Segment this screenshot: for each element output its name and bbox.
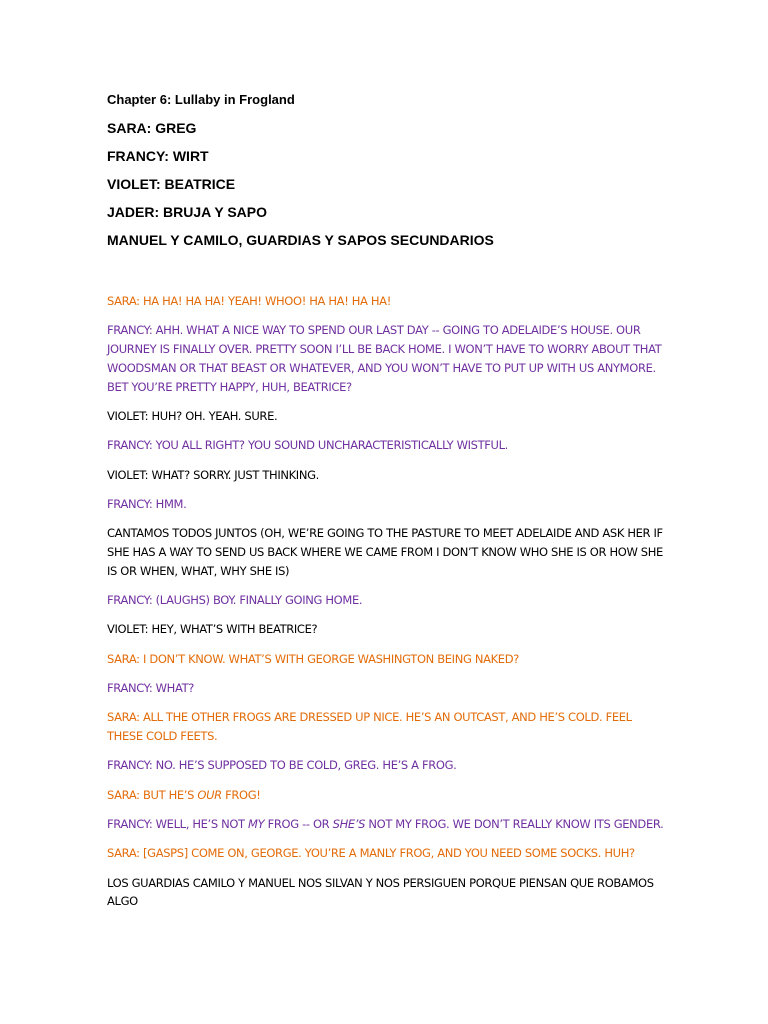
cast-line-violet: VIOLET: BEATRICE — [107, 176, 236, 192]
dialogue-line: FRANCY: YOU ALL RIGHT? YOU SOUND UNCHARACTERISTICALLY WISTFUL. — [107, 438, 508, 453]
dialogue-line: VIOLET: HEY, WHAT’S WITH BEATRICE? — [107, 622, 318, 637]
dialogue-line: VIOLET: WHAT? SORRY. JUST THINKING. — [107, 467, 319, 482]
header-spacer — [107, 259, 667, 292]
cast-line-francy: FRANCY: WIRT — [107, 148, 209, 164]
emphasis-text: OUR — [197, 787, 222, 802]
dialogue-line — [107, 786, 667, 805]
emphasis-text: SHE’S — [332, 816, 366, 831]
dialogue-line: FRANCY: NO. HE’S SUPPOSED TO BE COLD, GREG. HE’S A FROG. — [107, 758, 457, 773]
dialogue-line: SARA: ALL THE OTHER FROGS ARE DRESSED UP NICE. HE’S AN OUTCAST, AND HE’S COLD. FEEL THESE COLD FEETS. — [107, 710, 632, 744]
dialogue-text: NOT MY FROG. WE DON’T REALLY KNOW ITS GENDER. — [365, 816, 664, 831]
stage-direction: CANTAMOS TODOS JUNTOS (OH, WE’RE GOING TO THE PASTURE TO MEET ADELAIDE AND ASK HER IF SHE HAS A WAY TO SEND US BACK WHERE WE CAME FROM I DON’T KNOW WHO SHE IS OR HOW SHE IS OR WHEN, WHAT, WHY SHE IS) — [107, 526, 663, 578]
dialogue-text: FROG! — [221, 787, 261, 802]
cast-line-guards: MANUEL Y CAMILO, GUARDIAS Y SAPOS SECUNDARIOS — [107, 232, 494, 248]
dialogue-line: SARA: HA HA! HA HA! YEAH! WHOO! HA HA! HA HA! — [107, 294, 391, 308]
dialogue-text: FRANCY: WELL, HE’S NOT — [107, 816, 249, 831]
dialogue-line: VIOLET: HUH? OH. YEAH. SURE. — [107, 408, 278, 423]
dialogue-line: FRANCY: HMM. — [107, 496, 187, 511]
emphasis-text: MY — [248, 816, 265, 831]
dialogue-text: FROG -- OR — [264, 816, 333, 831]
cast-line-jader: JADER: BRUJA Y SAPO — [107, 204, 268, 220]
dialogue-line: FRANCY: (LAUGHS) BOY. FINALLY GOING HOME. — [107, 593, 363, 608]
cast-line-sara: SARA: GREG — [107, 120, 197, 136]
stage-direction: LOS GUARDIAS CAMILO Y MANUEL NOS SILVAN Y NOS PERSIGUEN PORQUE PIENSAN QUE ROBAMOS ALGO — [107, 875, 654, 909]
chapter-title: Chapter 6: Lullaby in Frogland — [107, 92, 295, 107]
dialogue-line: SARA: [GASPS] COME ON, GEORGE. YOU’RE A MANLY FROG, AND YOU NEED SOME SOCKS. HUH? — [107, 846, 635, 861]
script-page — [107, 91, 667, 922]
dialogue-line: SARA: I DON’T KNOW. WHAT’S WITH GEORGE WASHINGTON BEING NAKED? — [107, 651, 519, 666]
dialogue-line: FRANCY: AHH. WHAT A NICE WAY TO SPEND OUR LAST DAY -- GOING TO ADELAIDE’S HOUSE. OUR JOURNEY IS FINALLY OVER. PRETTY SOON I’LL BE BACK HOME. I WON’T HAVE TO WORRY ABOUT THAT WOODSMAN OR THAT BEAST OR WHATEVER, AND YOU WON’T HAVE TO PUT UP WITH US ANYMORE. BET YOU’RE PRETTY HAPPY, HUH, BEATRICE? — [107, 323, 662, 394]
dialogue-line — [107, 815, 667, 834]
dialogue-line: FRANCY: WHAT? — [107, 680, 195, 695]
dialogue-text: SARA: BUT HE’S — [107, 787, 198, 802]
